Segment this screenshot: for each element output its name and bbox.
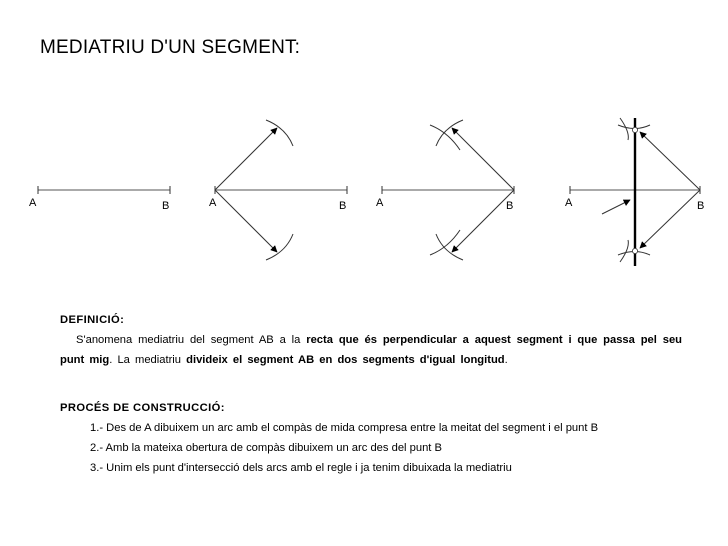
- point-b-label: B: [339, 200, 347, 212]
- point-b-label: B: [506, 200, 514, 212]
- point-a-label: A: [376, 197, 384, 209]
- definition-text-3: .: [504, 354, 508, 366]
- definition-text-2: . La mediatriu: [109, 354, 187, 366]
- page-title: MEDIATRIU D'UN SEGMENT:: [40, 37, 301, 58]
- figure-1-segment: [29, 186, 170, 212]
- procedure-step-1: 1.- Des de A dibuixem un arc amb el compàs de mida compresa entre la meitat del segment i el punt B: [90, 422, 599, 434]
- figure-2-arcs-from-a: [209, 120, 347, 260]
- figure-3-arcs-from-b: [376, 120, 514, 260]
- procedure-step-2: 2.- Amb la mateixa obertura de compàs dibuixem un arc des del punt B: [90, 442, 442, 454]
- procedure-step-3: 3.- Unim els punt d'intersecció dels arcs amb el regle i ja tenim dibuixada la mediatriu: [90, 462, 512, 474]
- definition-heading: DEFINICIÓ:: [60, 314, 125, 326]
- procedure-section: [60, 398, 682, 478]
- point-b-label: B: [697, 200, 705, 212]
- definition-emphasis-2: divideix el segment AB en dos segments d'igual longitud: [186, 354, 505, 366]
- point-a-label: A: [565, 197, 573, 209]
- definition-section: [60, 310, 682, 370]
- definition-paragraph: [60, 330, 682, 370]
- figure-4-bisector: [565, 118, 704, 266]
- point-a-label: A: [29, 197, 37, 209]
- point-b-label: B: [162, 200, 170, 212]
- definition-emphasis-1: recta que és perpendicular a aquest segment i que passa pel seu punt mig: [60, 334, 683, 366]
- definition-text-1: S'anomena mediatriu del segment AB a la: [76, 334, 307, 346]
- point-a-label: A: [209, 197, 217, 209]
- procedure-heading: PROCÉS DE CONSTRUCCIÓ:: [60, 402, 225, 414]
